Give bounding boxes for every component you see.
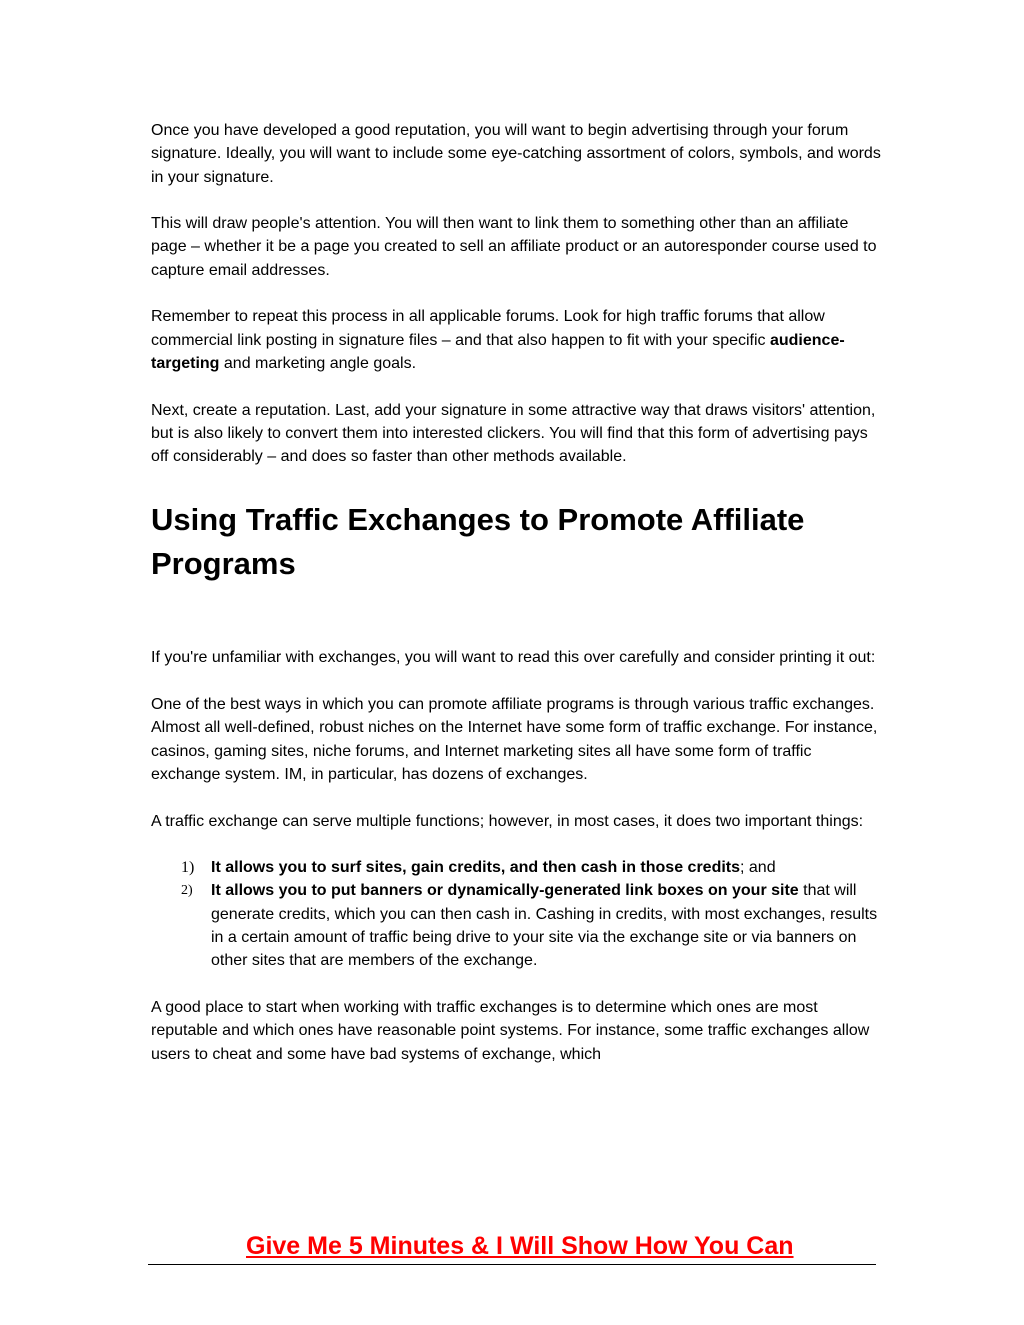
document-body <box>151 119 881 1089</box>
paragraph: One of the best ways in which you can promote affiliate programs is through various traffic exchanges. Almost all well-defined, robust niches on the Internet have some form of traffic exchange. For instance, casinos, gaming sites, niche forums, and Internet marketing sites all have some form of traffic exchange system. IM, in particular, has dozens of exchanges. <box>151 696 878 783</box>
list-item-bold: It allows you to put banners or dynamically-generated link boxes on your site <box>211 882 799 900</box>
paragraph: If you're unfamiliar with exchanges, you will want to read this over carefully and consider printing it out: <box>151 649 876 667</box>
footer-divider <box>148 1264 876 1265</box>
numbered-list <box>151 856 881 972</box>
list-item-text: ; and <box>740 859 776 877</box>
list-item <box>151 856 881 879</box>
paragraph-text: and marketing angle goals. <box>219 354 417 372</box>
paragraph <box>151 305 881 375</box>
list-item-text: that will generate credits, which you can then cash in. Cashing in credits, with most exchanges, results in a certain amount of traffic being drive to your site via the exchange site or via banners on other sites that are members of the exchange. <box>211 882 878 970</box>
list-item <box>151 879 881 972</box>
list-number: 1) <box>181 859 195 877</box>
paragraph: Next, create a reputation. Last, add your signature in some attractive way that draws visitors' attention, but is also likely to convert them into interested clickers. You will find that this form of advertising pays off considerably – and does so faster than other methods available. <box>151 401 876 466</box>
paragraph: This will draw people's attention. You will then want to link them to something other than an affiliate page – whether it be a page you created to sell an affiliate product or an autoresponder course used to capture email addresses. <box>151 215 877 279</box>
paragraph: Once you have developed a good reputation, you will want to begin advertising through your forum signature. Ideally, you will want to include some eye-catching assortment of colors, symbols, and words in your signature. <box>151 122 881 186</box>
cta-link[interactable]: Give Me 5 Minutes & I Will Show How You Can <box>246 1232 794 1260</box>
bold-term: audience-targeting <box>151 331 845 372</box>
paragraph-text: Remember to repeat this process in all applicable forums. Look for high traffic forums that allow commercial link posting in signature files – and that also happen to fit with your specific <box>151 308 825 349</box>
list-item-bold: It allows you to surf sites, gain credits, and then cash in those credits <box>211 859 741 877</box>
paragraph: A good place to start when working with traffic exchanges is to determine which ones are most reputable and which ones have reasonable point systems. For instance, some traffic exchanges allow users to cheat and some have bad systems of exchange, which <box>151 998 870 1063</box>
list-number: 2) <box>181 883 193 899</box>
section-heading: Using Traffic Exchanges to Promote Affiliate Programs <box>151 502 805 582</box>
paragraph: A traffic exchange can serve multiple functions; however, in most cases, it does two important things: <box>151 812 864 830</box>
